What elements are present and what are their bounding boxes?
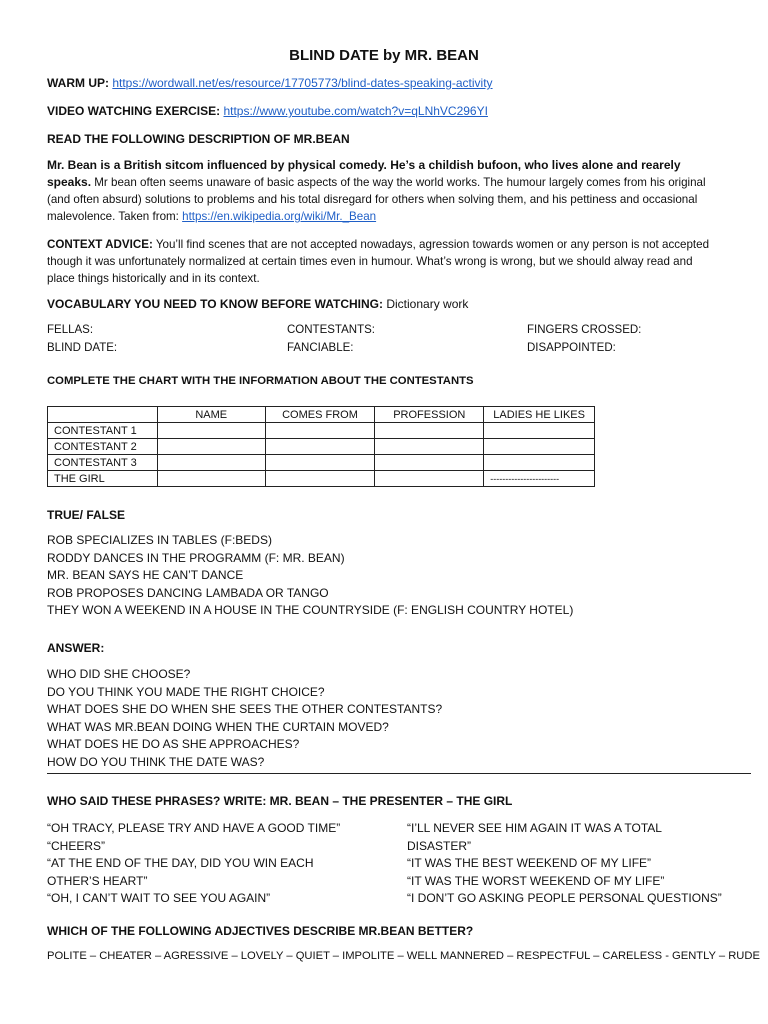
answer-list <box>47 666 442 772</box>
description-paragraph <box>47 157 723 225</box>
blank-cell[interactable] <box>265 471 375 487</box>
row-label: THE GIRL <box>48 471 158 487</box>
blank-cell[interactable] <box>157 439 265 455</box>
list-item: “IT WAS THE WORST WEEKEND OF MY LIFE” <box>407 873 665 888</box>
video-label: VIDEO WATCHING EXERCISE: <box>47 104 224 118</box>
list-item: WHAT WAS MR.BEAN DOING WHEN THE CURTAIN MOVED? <box>47 719 389 734</box>
row-label: CONTESTANT 3 <box>48 455 158 471</box>
contestants-chart <box>47 406 595 487</box>
phrases-left-column <box>47 820 340 908</box>
blank-cell[interactable] <box>375 423 484 439</box>
vocab-item: CONTESTANTS: <box>287 324 375 336</box>
table-row <box>48 455 595 471</box>
list-item: “AT THE END OF THE DAY, DID YOU WIN EACH <box>47 856 314 870</box>
chart-header-cell: PROFESSION <box>375 407 484 423</box>
blank-cell[interactable] <box>157 455 265 471</box>
blank-cell[interactable] <box>157 423 265 439</box>
list-item: “IT WAS THE BEST WEEKEND OF MY LIFE” <box>407 856 652 870</box>
phrases-right-column <box>407 820 722 908</box>
list-item: “OH, I CAN’T WAIT TO SEE YOU AGAIN” <box>47 891 271 905</box>
phrases-heading: WHO SAID THESE PHRASES? WRITE: MR. BEAN – THE PRESENTER – THE GIRL <box>47 794 513 808</box>
true-false-heading: TRUE/ FALSE <box>47 508 126 522</box>
blank-cell[interactable] <box>375 455 484 471</box>
divider <box>47 773 751 774</box>
list-item: HOW DO YOU THINK THE DATE WAS? <box>47 754 265 769</box>
chart-heading: COMPLETE THE CHART WITH THE INFORMATION ABOUT THE CONTESTANTS <box>47 375 474 387</box>
blank-cell[interactable] <box>157 471 265 487</box>
chart-header-row <box>48 407 595 423</box>
warm-up-label: WARM UP: <box>47 76 113 90</box>
list-item: “I DON’T GO ASKING PEOPLE PERSONAL QUESTIONS” <box>407 891 722 905</box>
read-heading: READ THE FOLLOWING DESCRIPTION OF MR.BEAN <box>47 132 350 146</box>
blank-cell[interactable] <box>484 439 595 455</box>
table-row <box>48 471 595 487</box>
list-item: WHO DID SHE CHOOSE? <box>47 667 191 681</box>
list-item: OTHER’S HEART” <box>47 873 148 888</box>
context-text: You’ll find scenes that are not accepted nowadays, agression towards women or any person is not accepted though it was unfortunately normalized at certain times even in humour. What’s wrong is wrong, but we should alway read and place things historically and in its context. <box>47 238 710 285</box>
chart-header-cell <box>48 407 158 423</box>
list-item: “OH TRACY, PLEASE TRY AND HAVE A GOOD TIME” <box>47 821 341 835</box>
list-item: THEY WON A WEEKEND IN A HOUSE IN THE COUNTRYSIDE (F: ENGLISH COUNTRY HOTEL) <box>47 603 574 618</box>
list-item: ROB SPECIALIZES IN TABLES (F:BEDS) <box>47 533 272 547</box>
list-item: DO YOU THINK YOU MADE THE RIGHT CHOICE? <box>47 684 325 699</box>
adjectives-list: POLITE – CHEATER – AGRESSIVE – LOVELY – QUIET – IMPOLITE – WELL MANNERED – RESPECTFUL – CARELESS - GENTLY – RUDE <box>47 950 760 962</box>
chart-header-cell: NAME <box>157 407 265 423</box>
description-body: Mr bean often seems unaware of basic aspects of the way the world works. The humour largely comes from his original (and often absurd) solutions to problems and his total disregard for others when solving them, and his pettiness and occasional malevolence. Taken from: <box>47 176 706 223</box>
blank-cell[interactable] <box>265 455 375 471</box>
video-link[interactable]: https://www.youtube.com/watch?v=qLNhVC296YI <box>223 104 488 118</box>
context-label: CONTEXT ADVICE: <box>47 238 153 251</box>
chart-header-cell: LADIES HE LIKES <box>484 407 595 423</box>
vocabulary-heading: VOCABULARY YOU NEED TO KNOW BEFORE WATCHING: <box>47 297 384 311</box>
context-paragraph <box>47 236 723 287</box>
list-item: MR. BEAN SAYS HE CAN’T DANCE <box>47 568 244 583</box>
blank-cell[interactable] <box>375 471 484 487</box>
warm-up-link[interactable]: https://wordwall.net/es/resource/17705773/blind-dates-speaking-activity <box>112 76 493 90</box>
chart-header-cell: COMES FROM <box>265 407 375 423</box>
blank-cell[interactable] <box>265 423 375 439</box>
vocabulary-line <box>47 297 468 311</box>
table-row <box>48 439 595 455</box>
list-item: “CHEERS” <box>47 838 106 853</box>
list-item: WHAT DOES SHE DO WHEN SHE SEES THE OTHER CONTESTANTS? <box>47 702 443 717</box>
row-label: CONTESTANT 1 <box>48 423 158 439</box>
wikipedia-link[interactable]: https://en.wikipedia.org/wiki/Mr._Bean <box>182 210 377 223</box>
answer-heading: ANSWER: <box>47 641 105 655</box>
list-item: ROB PROPOSES DANCING LAMBADA OR TANGO <box>47 585 329 600</box>
list-item: DISASTER” <box>407 838 472 853</box>
list-item: RODDY DANCES IN THE PROGRAMM (F: MR. BEAN) <box>47 550 345 565</box>
vocab-item: FELLAS: <box>47 324 94 336</box>
blank-cell[interactable] <box>484 455 595 471</box>
vocab-item: BLIND DATE: <box>47 342 118 354</box>
blank-cell[interactable] <box>265 439 375 455</box>
blank-cell[interactable] <box>375 439 484 455</box>
adjectives-heading: WHICH OF THE FOLLOWING ADJECTIVES DESCRIBE MR.BEAN BETTER? <box>47 924 474 938</box>
vocabulary-note: Dictionary work <box>383 297 469 311</box>
row-label: CONTESTANT 2 <box>48 439 158 455</box>
vocab-item: FANCIABLE: <box>287 342 354 354</box>
page-title: BLIND DATE by MR. BEAN <box>289 47 479 64</box>
warm-up-line <box>47 76 493 90</box>
description-lead: Mr. Bean is a British sitcom influenced by physical comedy. He’s a childish bufoon, who lives alone and rearely speaks. <box>47 158 681 189</box>
vocab-item: DISAPPOINTED: <box>527 342 616 354</box>
dashed-cell: ----------------------- <box>484 471 595 487</box>
blank-cell[interactable] <box>484 423 595 439</box>
true-false-list <box>47 532 573 620</box>
list-item: “I’LL NEVER SEE HIM AGAIN IT WAS A TOTAL <box>407 821 662 835</box>
vocab-item: FINGERS CROSSED: <box>527 324 642 336</box>
list-item: WHAT DOES HE DO AS SHE APPROACHES? <box>47 737 300 752</box>
table-row <box>48 423 595 439</box>
video-line <box>47 104 488 118</box>
